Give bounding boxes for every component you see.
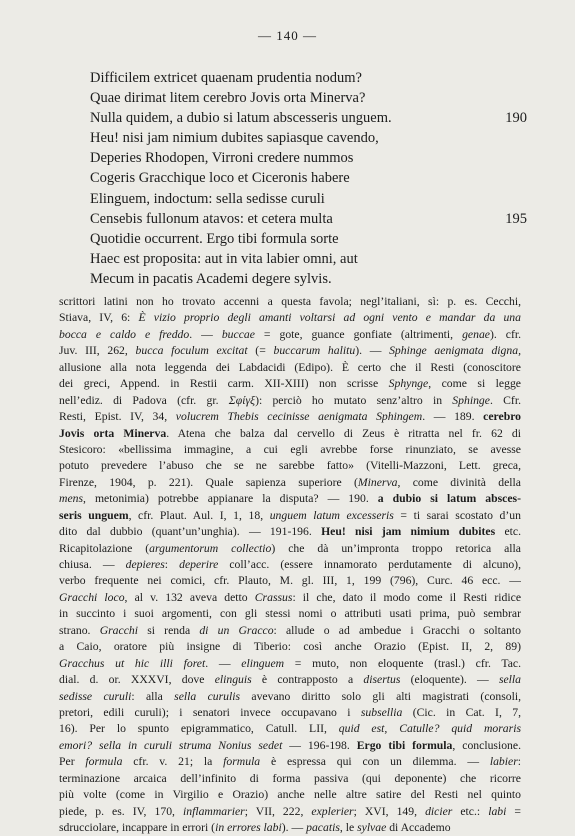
note-line: [59, 573, 521, 589]
note-text: subsellia: [360, 705, 403, 719]
note-text: :: [164, 558, 180, 571]
note-text: Ricapitolazione (: [59, 541, 150, 555]
note-text: (Cic. in Cat. I, 7,: [402, 705, 521, 719]
verse-line: [90, 148, 535, 168]
note-text: buccae: [221, 327, 255, 341]
note-line: [59, 754, 521, 770]
note-text: allusione alla nota leggenda dei Labdacidi (Edipo). È certo che il Resti (conoscitore: [59, 360, 521, 374]
note-line: [59, 475, 521, 491]
note-text: ). —: [281, 821, 307, 834]
note-text: mens: [59, 492, 84, 506]
note-text: (eloquente). —: [400, 673, 499, 687]
note-text: coll’acc. (essere innamorato perdutamente di alcuno),: [218, 558, 521, 571]
note-text: piede, p. es. IV, 170,: [59, 804, 183, 818]
note-text: disertus: [363, 673, 401, 687]
note-line: [59, 606, 521, 622]
note-text: :: [517, 755, 521, 769]
verse-text: Mecum in pacatis Academi degere sylvis.: [90, 270, 332, 287]
note-text: dito dal dubbio (quant’un’unghia). — 191-196.: [59, 525, 322, 539]
note-line: [59, 343, 521, 359]
note-line: [59, 590, 521, 606]
note-line: [59, 360, 521, 376]
verse-text: Deperies Rhodopen, Virroni credere nummos: [90, 150, 354, 167]
note-text: ) che dà un’impronta troppo retorica alla: [271, 541, 521, 555]
note-text: nell’ediz. di Padova (cfr. gr.: [59, 393, 229, 407]
note-text: =: [506, 804, 521, 818]
note-text: formula: [85, 755, 123, 769]
note-text: Sphinge aenigmata digna,: [389, 344, 521, 358]
note-text: ). cfr.: [489, 327, 521, 341]
poem-block: [90, 68, 535, 289]
note-text: Sphinge: [452, 393, 490, 407]
note-text: (=: [247, 344, 274, 358]
page-number: — 140 —: [258, 28, 317, 43]
note-text: ). —: [355, 344, 390, 358]
verse-line: [90, 229, 535, 249]
verse-line: [90, 88, 535, 108]
note-text: labi: [488, 804, 507, 818]
note-line: [59, 409, 521, 425]
note-text: Gracchi loco: [59, 590, 125, 604]
note-text: 16). Per lo spunto epigrammatico, Catull. LII,: [59, 722, 339, 736]
note-line: [59, 656, 521, 672]
note-text: in errores labi: [215, 821, 282, 834]
note-text: avevano diritto solo gli alti magistrati (consoli,: [240, 689, 521, 703]
note-line: [59, 442, 521, 458]
note-text: formula: [223, 755, 261, 769]
note-text: è contrapposto a: [251, 673, 364, 687]
note-line: [59, 557, 521, 573]
note-text: dicier: [425, 804, 453, 818]
verse-text: Quotidie occurrent. Ergo tibi formula sorte: [90, 230, 339, 247]
note-text: ; XVI, 149,: [353, 804, 426, 818]
note-text: Minerva: [357, 475, 398, 489]
note-text: sdrucciolare, incappare in errori (: [59, 821, 216, 834]
note-text: Sphynge: [388, 377, 429, 391]
note-text: è espressa qui con un dilemma. —: [260, 755, 490, 769]
note-text: di un Gracco: [199, 623, 274, 637]
note-text: sella curulis: [174, 689, 241, 703]
verse-number: 190: [505, 110, 527, 127]
note-text: quid est, Catulle? quid moraris: [338, 722, 521, 736]
note-text: = muto, non eloquente (trasl.) cfr. Tac.: [284, 656, 521, 670]
note-text: Per: [59, 755, 86, 769]
note-text: sedisse curuli: [59, 689, 132, 703]
note-text: chiusa. —: [59, 558, 126, 571]
note-text: si renda: [138, 623, 200, 637]
note-text: explerier: [311, 804, 354, 818]
note-text: terminazione arcaica dell’infinito di forma passiva (qui deponente) che ricorre: [59, 771, 521, 785]
note-line: [59, 524, 521, 540]
verse-line: [90, 168, 535, 188]
note-text: buccarum halitu: [273, 344, 356, 358]
note-text: Σφίγξ: [228, 393, 256, 407]
note-text: . —: [189, 327, 222, 341]
note-line: [59, 327, 521, 343]
note-text: pretori, edili curuli); i senatori invece occupavano i: [59, 705, 361, 719]
note-text: . Cfr.: [489, 393, 521, 407]
verse-text: Censebis fullonum atavos: et cetera multa: [90, 210, 333, 227]
note-text: ; VII, 222,: [244, 804, 312, 818]
note-text: , al v. 132 aveva detto: [124, 590, 255, 604]
note-text: potuto prevedere l’abuso che se ne sarebbe fatto» (Vitelli-Mazzoni, Lett. greca,: [59, 459, 521, 473]
note-text: ): perciò ho mutato senz’altro in: [255, 393, 453, 407]
note-text: verbo frequente nei comici, cfr. Plauto, M. gl. III, 1, 199 (796), Curc. 46 ecc. —: [59, 574, 521, 588]
note-text: Gracchus ut hic illi foret: [59, 656, 206, 670]
note-text: Jovis orta Minerva: [59, 426, 167, 440]
note-text: Ergo tibi formula: [356, 738, 453, 752]
verse-line: [90, 128, 535, 148]
note-text: . Atena che balza dal cervello di Zeus è ritratta nel fr. 62 di: [166, 426, 521, 440]
verse-text: Cogeris Gracchique loco et Ciceronis habere: [90, 170, 350, 187]
note-text: elinguem: [241, 656, 285, 670]
note-text: Heu! nisi jam nimium dubites: [321, 525, 496, 539]
note-line: [59, 804, 521, 820]
note-text: etc.:: [452, 804, 489, 818]
note-text: a Caio, oratore più insigne di Tiberio: così anche Orazio (Epist. II, 2, 89): [59, 640, 521, 654]
note-text: unguem latum excesseris: [269, 508, 394, 522]
note-line: [59, 393, 521, 409]
note-line: [59, 721, 521, 737]
note-text: sella: [498, 673, 521, 687]
note-text: depieres: [125, 558, 165, 571]
verse-number: 195: [505, 210, 527, 227]
note-line: [59, 294, 521, 310]
note-text: cfr. v. 21; la: [122, 755, 224, 769]
verse-text: Quae dirimat litem cerebro Jovis orta Minerva?: [90, 90, 366, 107]
note-line: [59, 820, 521, 836]
note-line: [59, 738, 521, 754]
verse-line: [90, 269, 535, 289]
note-text: pacatis: [306, 821, 340, 834]
note-text: etc.: [495, 525, 521, 539]
note-text: , metonimia) potrebbe appianare la disputa? — 190.: [83, 492, 378, 506]
note-text: = ti sarai scostato d’un: [393, 508, 521, 522]
note-line: [59, 787, 521, 803]
note-text: sylvae: [357, 821, 387, 834]
commentary-notes: [59, 294, 521, 836]
note-line: [59, 310, 521, 326]
note-text: dial. d. or. XXXVI, dove: [59, 673, 215, 687]
note-text: Gracchi: [99, 623, 138, 637]
note-line: [59, 689, 521, 705]
note-text: È vizio proprio degli amanti voltarsi ad ogni vento e mandar da una: [138, 311, 521, 325]
note-text: : allude o ad ambedue i Gracchi o soltanto: [273, 623, 521, 637]
note-text: strano.: [59, 623, 100, 637]
verse-text: Elinguem, indoctum: sella sedisse curuli: [90, 190, 325, 207]
note-line: [59, 639, 521, 655]
note-text: genae: [462, 327, 490, 341]
note-text: Firenze, 1904, p. 221). Quale sapienza superiore (: [59, 475, 358, 489]
note-text: di Accademo: [386, 821, 451, 834]
note-line: [59, 541, 521, 557]
note-text: volucrem Thebis cecinisse aenigmata Sphingem: [175, 410, 423, 424]
note-text: — 196-198.: [282, 738, 357, 752]
note-text: Crassus: [254, 590, 293, 604]
note-text: dei greci, Append. in Restii carm. XII-XIII) non scrisse: [59, 377, 389, 391]
note-text: cerebro: [483, 410, 521, 424]
note-text: . —: [205, 656, 242, 670]
note-line: [59, 426, 521, 442]
note-text: : alla: [131, 689, 175, 703]
note-line: [59, 491, 521, 507]
note-text: , come si legge: [428, 377, 521, 391]
note-text: in succinto i suoi argomenti, con gli stessi nomi o attributi usati prima, può sembrar: [59, 607, 521, 621]
note-text: Juv. III, 262,: [59, 344, 136, 358]
note-text: Stiava, IV, 6:: [59, 311, 139, 325]
note-text: argumentorum collectio: [149, 541, 272, 555]
note-text: bocca e caldo e freddo: [59, 327, 190, 341]
note-line: [59, 508, 521, 524]
verse-text: Difficilem extricet quaenam prudentia nodum?: [90, 70, 362, 86]
note-text: a dubio si latum absces-: [377, 492, 521, 506]
note-text: più volte (come in Virgilio e Orazio) anche nelle altre satire del Resti nel quinto: [59, 788, 521, 802]
note-text: bucca foculum excitat: [135, 344, 248, 358]
note-line: [59, 376, 521, 392]
verse-line: [90, 249, 535, 269]
note-text: Resti, Epist. IV, 34,: [59, 410, 176, 424]
note-line: [59, 705, 521, 721]
note-line: [59, 771, 521, 787]
note-text: , conclusione.: [452, 738, 521, 752]
verse-text: Nulla quidem, a dubio si latum abscesseris unguem.: [90, 110, 392, 127]
verse-line: [90, 68, 535, 88]
note-text: : il che, dato il modo come il Resti ridice: [292, 590, 521, 604]
verse-text: Haec est proposita: aut in vita labier omni, aut: [90, 250, 358, 267]
note-line: [59, 458, 521, 474]
note-text: = gote, guance gonfiate (altrimenti,: [254, 327, 463, 341]
note-line: [59, 672, 521, 688]
verse-line: [90, 189, 535, 209]
note-text: scrittori latini non ho trovato accenni a questa favola; negl’italiani, sì: p. es. Cecchi,: [59, 295, 521, 308]
note-text: labier: [489, 755, 518, 769]
note-text: seris unguem: [59, 508, 129, 522]
note-text: inflammarier: [183, 804, 245, 818]
note-text: , le: [339, 821, 358, 834]
verse-text: Heu! nisi jam nimium dubites sapiasque cavendo,: [90, 130, 379, 147]
note-text: elinguis: [214, 673, 252, 687]
verse-line: [90, 209, 535, 229]
note-text: emori? sella in curuli struma Nonius sedet: [59, 738, 283, 752]
note-text: . — 189.: [422, 410, 484, 424]
note-text: deperire: [179, 558, 219, 571]
verse-line: [90, 108, 535, 128]
note-text: , come divinità della: [397, 475, 521, 489]
note-text: , cfr. Plaut. Aul. I, 1, 18,: [128, 508, 270, 522]
note-line: [59, 623, 521, 639]
note-text: Stesicoro: «bellissima immagine, a cui egli avrebbe forse rinunziato, se avesse: [59, 442, 521, 456]
